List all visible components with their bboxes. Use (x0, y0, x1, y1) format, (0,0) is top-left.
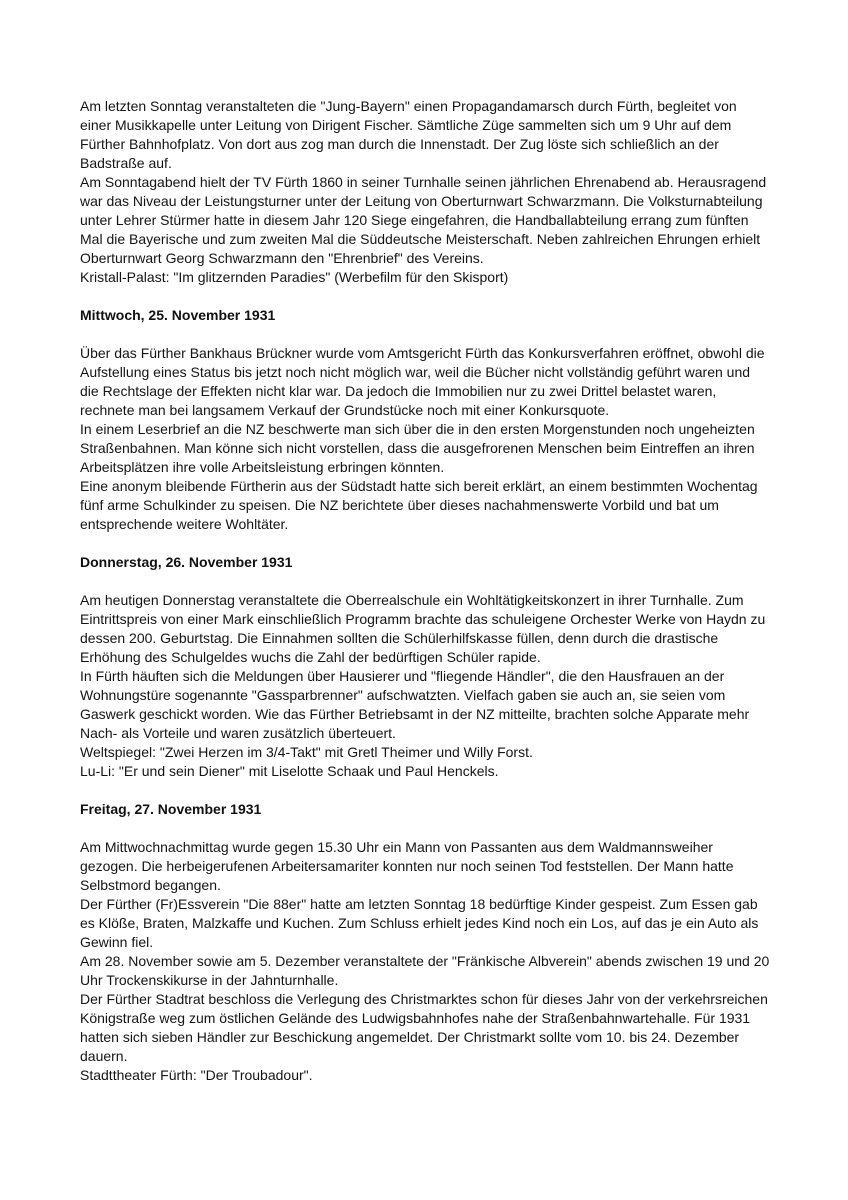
paragraph: Über das Fürther Bankhaus Brückner wurde vom Amtsgericht Fürth das Konkursverfahren eröffnet, obwohl die Aufstellung eines Status bis jetzt noch nicht möglich war, weil die Bücher nicht vollständig geführt waren und die Rechtslage der Effekten nicht klar war. Da jedoch die Immobilien nur zu zwei Drittel belastet waren, rechnete man bei langsamem Verkauf der Grundstücke noch mit einer Konkursquote. (80, 345, 765, 418)
paragraph: In einem Leserbrief an die NZ beschwerte man sich über die in den ersten Morgenstunden noch ungeheizten Straßenbahnen. Man könne sich nicht vorstellen, dass die ausgefrorenen Menschen beim Eintreffen an ihren Arbeitsplätzen ihre volle Arbeitsleistung erbringen könnten. (80, 421, 755, 475)
paragraph: Stadttheater Fürth: "Der Troubadour". (80, 1067, 313, 1083)
paragraph: Lu-Li: "Er und sein Diener" mit Liselotte Schaak und Paul Henckels. (80, 763, 499, 779)
paragraph: Der Fürther (Fr)Essverein "Die 88er" hatte am letzten Sonntag 18 bedürftige Kinder gespeist. Zum Essen gab es Klöße, Braten, Malzkaffe und Kuchen. Zum Schluss erhielt jedes Kind noch ein Los, auf das je ein Auto als Gewinn fiel. (80, 896, 759, 950)
paragraph: Am Mittwochnachmittag wurde gegen 15.30 Uhr ein Mann von Passanten aus dem Waldmannsweiher gezogen. Die herbeigerufenen Arbeitersamariter konnten nur noch seinen Tod feststellen. Der Mann hatte Selbstmord begangen. (80, 839, 734, 893)
chronicle-section (80, 306, 770, 534)
paragraph: Kristall-Palast: "Im glitzernden Paradies" (Werbefilm für den Skisport) (80, 269, 509, 285)
paragraph: Am Sonntagabend hielt der TV Fürth 1860 in seiner Turnhalle seinen jährlichen Ehrenabend ab. Herausragend war das Niveau der Leistungsturner unter der Leitung von Oberturnwart Schwarzmann. Die Volksturnabteilung unter Lehrer Stürmer hatte in diesem Jahr 120 Siege eingefahren, die Handballabteilung errang zum fünften Mal die Bayerische und zum zweiten Mal die Süddeutsche Meisterschaft. Neben zahlreichen Ehrungen erhielt Oberturnwart Georg Schwarzmann den "Ehrenbrief" des Vereins. (80, 174, 767, 266)
paragraph: Am letzten Sonntag veranstalteten die "Jung-Bayern" einen Propagandamarsch durch Fürth, begleitet von einer Musikkapelle unter Leitung von Dirigent Fischer. Sämtliche Züge sammelten sich um 9 Uhr auf dem Fürther Bahnhofplatz. Von dort aus zog man durch die Innenstadt. Der Zug löste sich schließlich an der Badstraße auf. (80, 98, 737, 171)
chronicle-section (80, 97, 770, 287)
date-heading: Mittwoch, 25. November 1931 (80, 307, 276, 323)
paragraph: Der Fürther Stadtrat beschloss die Verlegung des Christmarktes schon für dieses Jahr von der verkehrsreichen Königstraße weg zum östlichen Gelände des Ludwigsbahnhofes nahe der Straßenbahnwartehalle. Für 1931 hatten sich sieben Händler zur Beschickung angemeldet. Der Christmarkt sollte vom 10. bis 24. Dezember dauern. (80, 991, 768, 1064)
document-content (80, 97, 770, 1085)
paragraph: Eine anonym bleibende Fürtherin aus der Südstadt hatte sich bereit erklärt, an einem bestimmten Wochentag fünf arme Schulkinder zu speisen. Die NZ berichtete über dieses nachahmenswerte Vorbild und bat um entsprechende weitere Wohltäter. (80, 478, 758, 532)
paragraph: Am 28. November sowie am 5. Dezember veranstaltete der "Fränkische Albverein" abends zwischen 19 und 20 Uhr Trockenskikurse in der Jahnturnhalle. (80, 953, 770, 988)
date-heading: Donnerstag, 26. November 1931 (80, 554, 293, 570)
date-heading: Freitag, 27. November 1931 (80, 801, 262, 817)
paragraph: Weltspiegel: "Zwei Herzen im 3/4-Takt" mit Gretl Theimer und Willy Forst. (80, 744, 533, 760)
paragraph: In Fürth häuften sich die Meldungen über Hausierer und "fliegende Händler", die den Hausfrauen an der Wohnungstüre sogenannte "Gassparbrenner" aufschwatzten. Vielfach gaben sie auch an, sie seien vom Gaswerk geschickt worden. Wie das Fürther Betriebsamt in der NZ mitteilte, brachten solche Apparate mehr Nach- als Vorteile und waren zusätzlich überteuert. (80, 668, 750, 741)
chronicle-section (80, 800, 770, 1085)
chronicle-section (80, 553, 770, 781)
paragraph: Am heutigen Donnerstag veranstaltete die Oberrealschule ein Wohltätigkeitskonzert in ihrer Turnhalle. Zum Eintrittspreis von einer Mark einschließlich Programm brachte das schuleigene Orchester Werke von Haydn zu dessen 200. Geburtstag. Die Einnahmen sollten die Schülerhilfskasse füllen, denn durch die drastische Erhöhung des Schulgeldes wuchs die Zahl der bedürftigen Schüler rapide. (80, 592, 766, 665)
